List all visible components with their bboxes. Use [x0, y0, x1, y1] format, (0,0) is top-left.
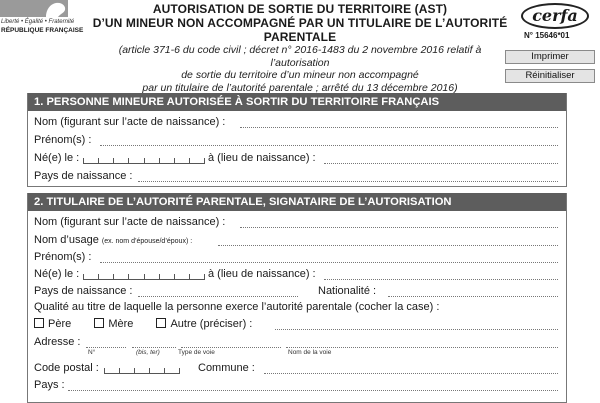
minor-birth-row — [34, 150, 79, 166]
republic-motto: Liberté • Égalité • Fraternité — [1, 19, 75, 25]
parent-pays2-row — [34, 377, 65, 393]
parent-cp-label: Code postal : — [34, 362, 99, 374]
minor-birthdate-field[interactable] — [83, 152, 205, 164]
parent-birthdate-field[interactable] — [83, 268, 205, 280]
pere-label: Père — [48, 318, 72, 330]
adresse-bis-field[interactable] — [132, 347, 176, 348]
minor-prenoms-label: Prénom(s) : — [34, 134, 92, 146]
minor-pays-label: Pays de naissance : — [34, 170, 133, 182]
parent-nationalite-row — [318, 283, 376, 299]
adresse-type-voie-field[interactable] — [181, 347, 281, 348]
mere-option[interactable] — [94, 318, 133, 330]
adresse-nom-voie-field[interactable] — [286, 347, 558, 348]
parent-prenoms-label: Prénom(s) : — [34, 251, 92, 263]
cerfa-logo-text: cerfa — [532, 6, 578, 25]
parent-pays-label: Pays de naissance : — [34, 285, 133, 297]
cerfa-number: N° 15646*01 — [524, 31, 570, 40]
cap-type-voie: Type de voie — [178, 349, 215, 356]
minor-pays-field[interactable] — [138, 181, 558, 182]
marianne-profile-icon — [40, 0, 68, 17]
parent-prenoms-field[interactable] — [100, 262, 558, 263]
cap-numero: N° — [88, 349, 96, 356]
parent-role-row — [34, 316, 252, 332]
parent-adresse-row — [34, 334, 80, 350]
legal-reference-line1: (article 371-6 du code civil ; décret n° 2016-1483 du 2 novembre 2016 relatif à l’autorisation — [118, 44, 482, 69]
form-title-line2: D’UN MINEUR NON ACCOMPAGNÉ PAR UN TITULAIRE DE L’AUTORITÉ PARENTALE — [92, 16, 508, 44]
parent-pays2-label: Pays : — [34, 379, 65, 391]
section1-title: 1. PERSONNE MINEURE AUTORISÉE À SORTIR DU TERRITOIRE FRANÇAIS — [28, 93, 566, 111]
autre-option[interactable] — [156, 318, 252, 330]
cap-nom-voie: Nom de la voie — [288, 349, 332, 356]
code-postal-field[interactable] — [104, 362, 180, 374]
cap-bis: (bis, ter) — [136, 349, 160, 356]
commune-field[interactable] — [264, 373, 558, 374]
minor-lieu-label: à (lieu de naissance) : — [208, 152, 316, 164]
mere-label: Mère — [108, 318, 134, 330]
parent-ne-label: Né(e) le : — [34, 268, 80, 280]
section2-title: 2. TITULAIRE DE L’AUTORITÉ PARENTALE, SIGNATAIRE DE L’AUTORISATION — [28, 193, 566, 211]
parent-qualite-label: Qualité au titre de laquelle la personne exerce l’autorité parentale (cocher la case) : — [34, 301, 440, 313]
parent-nom-field[interactable] — [240, 227, 558, 228]
minor-lieu-row — [208, 150, 316, 166]
cerfa-logo — [521, 3, 589, 29]
parent-usage-field[interactable] — [218, 245, 558, 246]
minor-nom-field[interactable] — [240, 127, 558, 128]
minor-prenoms-row — [34, 132, 91, 148]
parent-nom-row — [34, 214, 225, 230]
minor-nom-label: Nom (figurant sur l’acte de naissance) : — [34, 116, 226, 128]
parent-pays-field[interactable] — [138, 296, 298, 297]
marianne-logo — [0, 0, 84, 40]
pere-option[interactable] — [34, 318, 71, 330]
parent-pays-row — [34, 283, 132, 299]
minor-lieu-field[interactable] — [324, 163, 558, 164]
parent-nationalite-label: Nationalité : — [318, 285, 377, 297]
minor-nom-row — [34, 114, 225, 130]
parent-nom-label: Nom (figurant sur l’acte de naissance) : — [34, 216, 226, 228]
minor-ne-label: Né(e) le : — [34, 152, 80, 164]
parent-prenoms-row — [34, 249, 91, 265]
mere-checkbox[interactable] — [94, 318, 104, 328]
minor-prenoms-field[interactable] — [100, 145, 558, 146]
form-title: AUTORISATION DE SORTIE DU TERRITOIRE (AST) — [152, 2, 448, 16]
pays-field[interactable] — [68, 390, 558, 391]
pere-checkbox[interactable] — [34, 318, 44, 328]
parent-nationalite-field[interactable] — [388, 296, 558, 297]
parent-lieu-row — [208, 266, 316, 282]
republic-name: RÉPUBLIQUE FRANÇAISE — [1, 27, 84, 34]
autre-checkbox[interactable] — [156, 318, 166, 328]
parent-adresse-label: Adresse : — [34, 336, 81, 348]
parent-lieu-label: à (lieu de naissance) : — [208, 268, 316, 280]
parent-commune-row — [198, 360, 255, 376]
form-title-block — [90, 2, 510, 94]
parent-usage-label: Nom d’usage — [34, 234, 99, 246]
section-minor — [27, 93, 567, 187]
parent-commune-label: Commune : — [198, 362, 255, 374]
parent-usage-row — [34, 232, 192, 248]
autre-precision-field[interactable] — [275, 329, 558, 330]
adresse-numero-field[interactable] — [86, 347, 126, 348]
legal-reference-line3: par un titulaire de l’autorité parentale ; arrêté du 13 décembre 2016) — [142, 81, 458, 94]
autre-label: Autre (préciser) : — [170, 318, 253, 330]
section-parent — [27, 193, 567, 403]
parent-lieu-field[interactable] — [324, 279, 558, 280]
print-button[interactable]: Imprimer — [505, 50, 595, 64]
legal-reference-line2: de sortie du territoire d’un mineur non accompagné — [181, 69, 419, 81]
parent-qualite-row — [34, 299, 439, 315]
parent-usage-hint: (ex. nom d’épouse/d’époux) : — [101, 238, 193, 245]
parent-cp-row — [34, 360, 99, 376]
minor-pays-row — [34, 168, 132, 184]
reset-button[interactable]: Réinitialiser — [505, 69, 595, 83]
parent-birth-row — [34, 266, 79, 282]
